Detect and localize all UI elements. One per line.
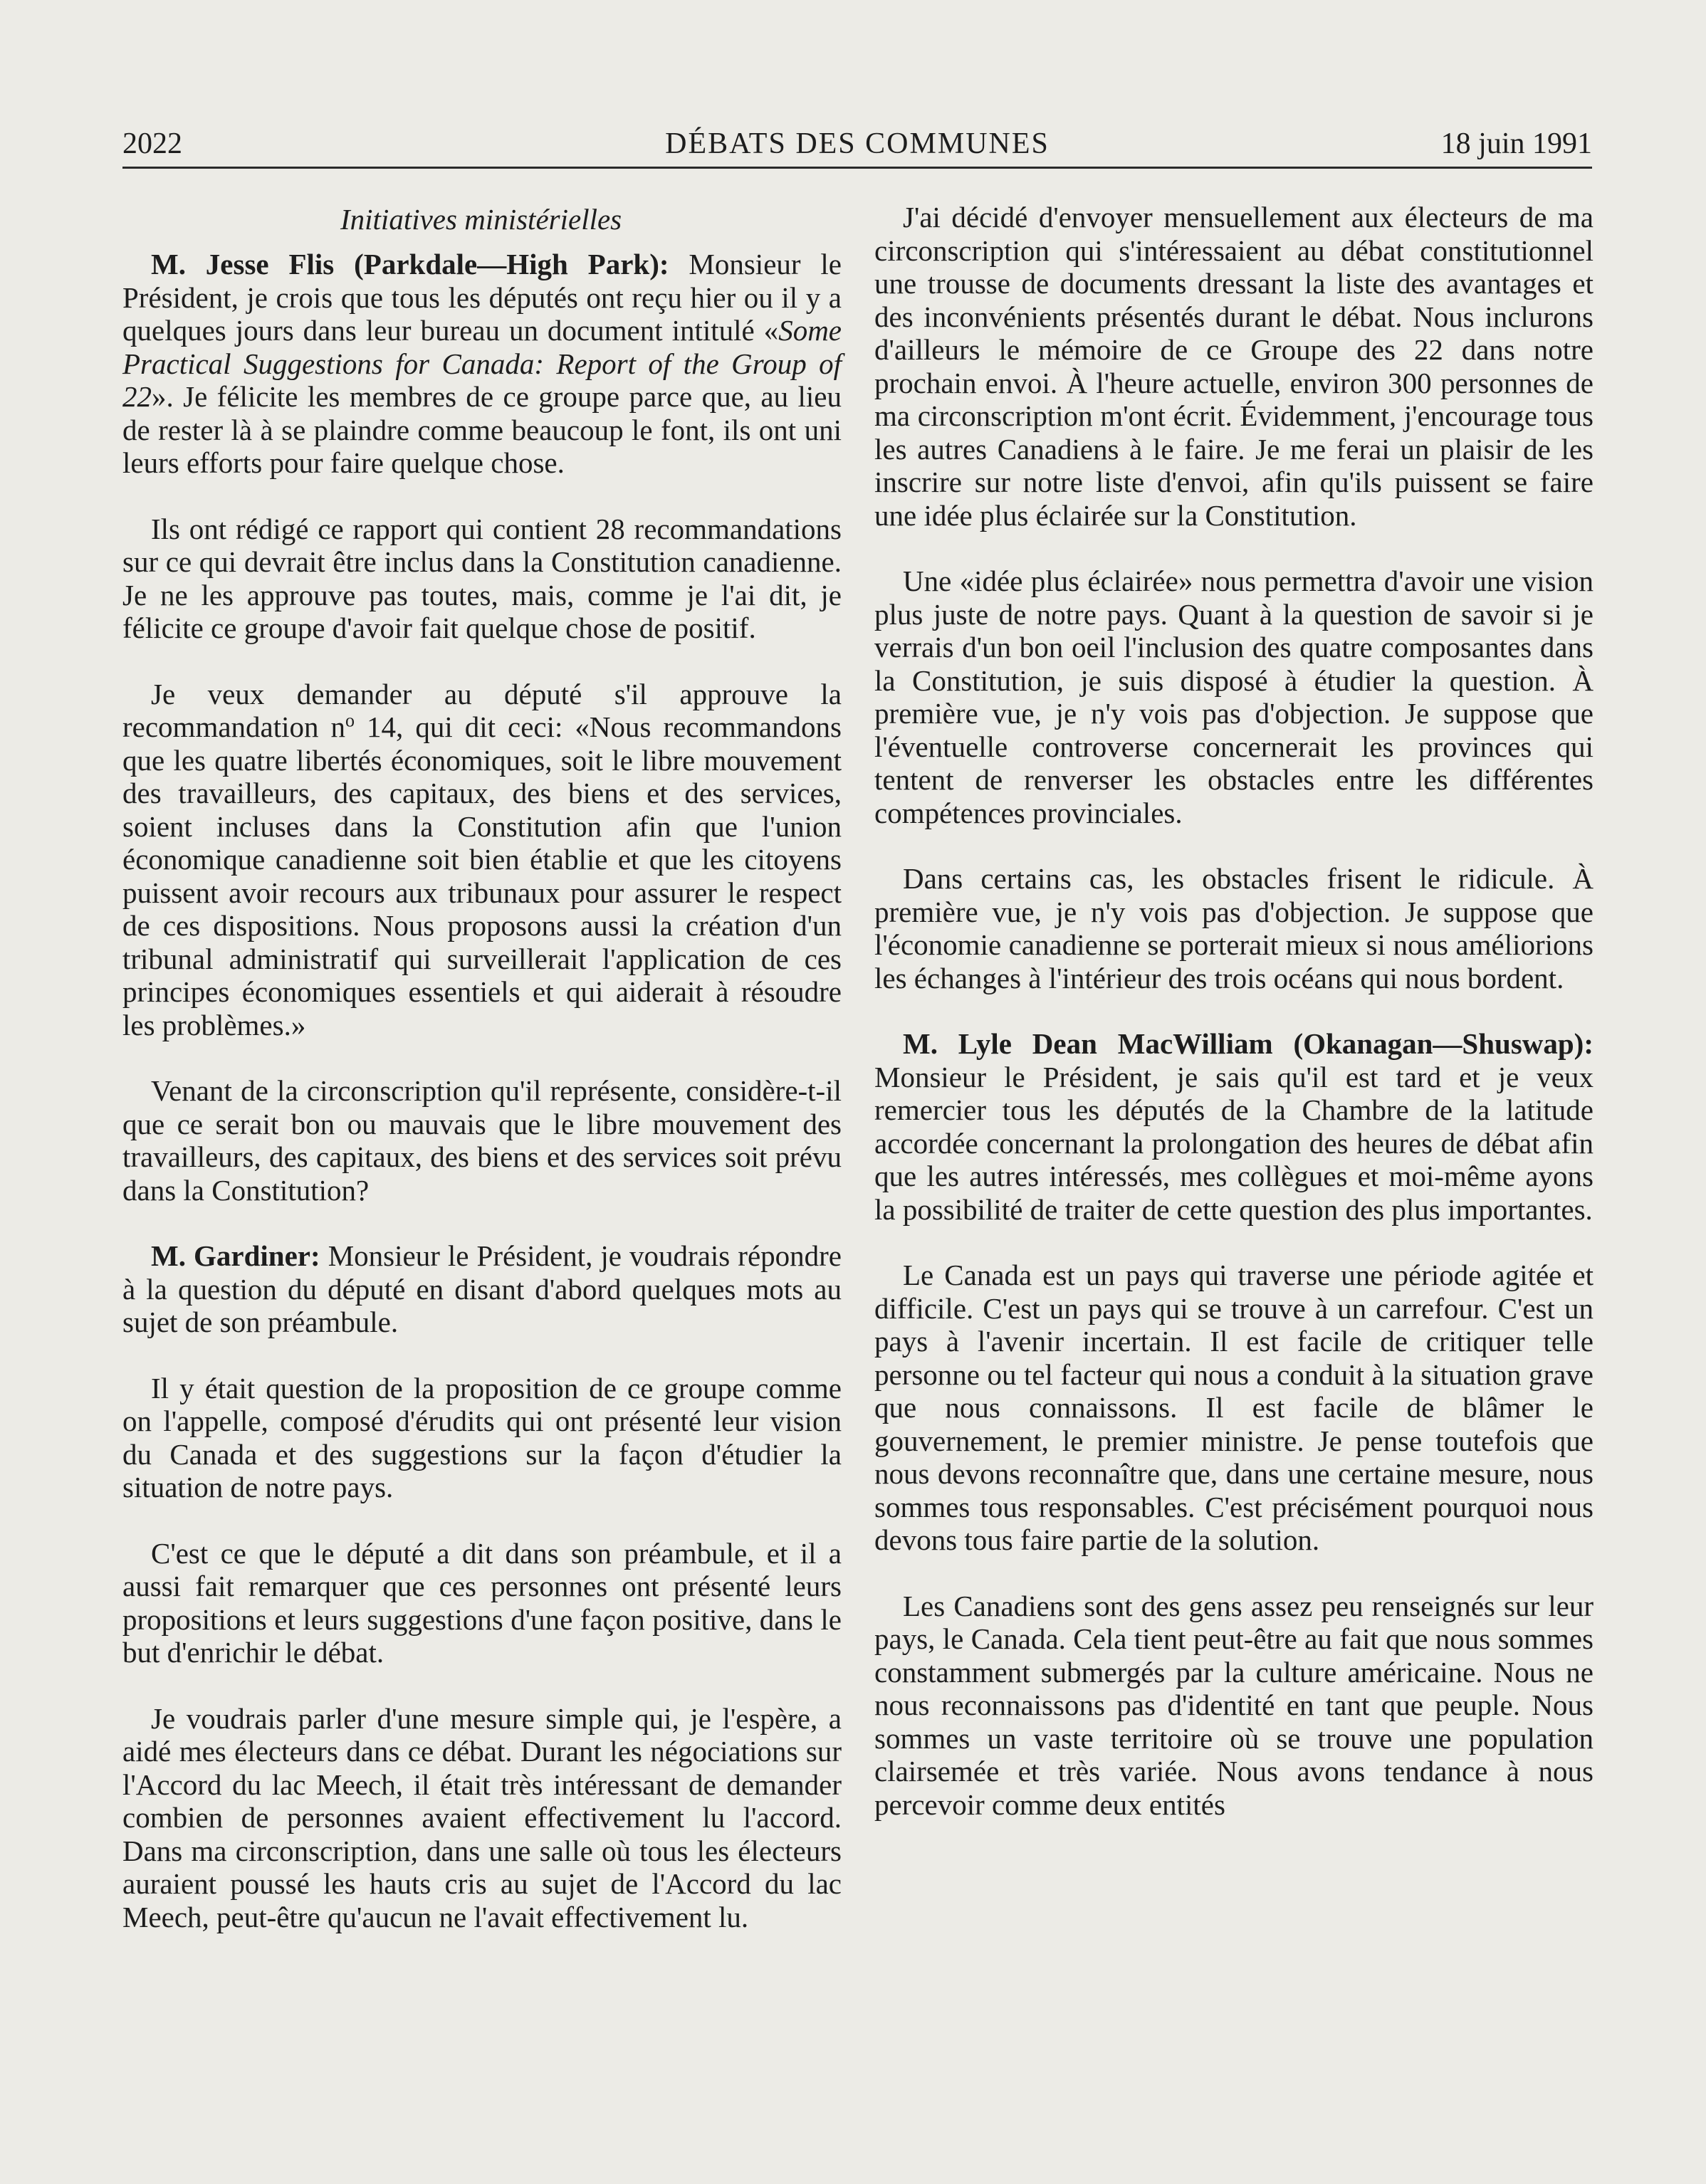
- report-title: Some Practical Suggestions for Canada: Report of the Group of 22: [122, 314, 842, 413]
- paragraph-preamble: C'est ce que le député a dit dans son préambule, et il a aussi fait remarquer que ces personnes ont présenté leurs propositions et leurs suggestions d'une façon positive, dans le but d'enrichir le débat.: [122, 1536, 842, 1669]
- paragraph-flis: [122, 248, 842, 480]
- paragraph-canada-crossroads: Le Canada est un pays qui traverse une période agitée et difficile. C'est un pays qui se trouve à un carrefour. C'est un pays à l'avenir incertain. Il est facile de critiquer telle personne ou tel facteur qui nous a conduit à la situation grave que nous connaissons. Il est facile de blâmer le gouvernement, le premier ministre. Je pense toutefois que nous devons reconnaître que, dans une certaine mesure, nous sommes tous responsables. C'est précisément pourquoi nous devons tous faire partie de la solution.: [874, 1259, 1594, 1556]
- paragraph-text: Je veux demander au député s'il approuve la recommandation n: [122, 677, 842, 743]
- paragraph-gardiner: [122, 1239, 842, 1339]
- speaker-name: M. Lyle Dean MacWilliam (Okanagan—Shuswap):: [903, 1027, 1594, 1060]
- paragraph-text: 14, qui dit ceci: «Nous recommandons que les quatre libertés économiques, soit le libre mouvement des travailleurs, des capitaux, des biens et des services, soient incluses dans la Constitution afin que l'union économique canadienne soit bien établie et que les citoyens puissent avoir recours aux tribunaux pour assurer le respect de ces dispositions. Nous proposons aussi la création d'un tribunal administratif qui surveillerait l'application de ces principes économiques essentiels et qui aiderait à résoudre les problèmes.»: [122, 710, 842, 1041]
- paragraph-macwilliam: [874, 1027, 1594, 1226]
- paragraph-mailing: J'ai décidé d'envoyer mensuellement aux électeurs de ma circonscription qui s'intéressaient au débat constitutionnel une trousse de documents dressant la liste des avantages et des inconvénients présentés durant le débat. Nous inclurons d'ailleurs le mémoire de ce Groupe des 22 dans notre prochain envoi. À l'heure actuelle, environ 300 personnes de ma circonscription m'ont écrit. Évidemment, j'encourage tous les autres Canadiens à le faire. Je me ferai un plaisir de les inscrire sur notre liste d'envoi, afin qu'ils puissent se faire une idée plus éclairée sur la Constitution.: [874, 201, 1594, 532]
- journal-title: DÉBATS DES COMMUNES: [665, 127, 1050, 160]
- paragraph-text: Monsieur le Président, je sais qu'il est tard et je veux remercier tous les députés de la Chambre de la latitude accordée concernant la prolongation des heures de débat afin que les autres intéressés, mes collègues et moi-même ayons la possibilité de traiter de cette question des plus importantes.: [874, 1060, 1594, 1226]
- running-head: [122, 122, 1592, 165]
- page-number: 2022: [122, 127, 182, 160]
- paragraph-text: ». Je félicite les membres de ce groupe parce que, au lieu de rester là à se plaindre comme beaucoup le font, ils ont uni leurs efforts pour faire quelque chose.: [122, 380, 842, 479]
- superscript: o: [345, 710, 355, 731]
- paragraph-question: Venant de la circonscription qu'il représente, considère-t-il que ce serait bon ou mauvais que le libre mouvement des travailleurs, des capitaux, des biens et des services soit prévu dans la Constitution?: [122, 1074, 842, 1207]
- issue-date: 18 juin 1991: [1440, 127, 1592, 160]
- paragraph-recommendation-14: [122, 678, 842, 1042]
- paragraph-informed-idea: Une «idée plus éclairée» nous permettra d'avoir une vision plus juste de notre pays. Quant à la question de savoir si je verrais d'un bon oeil l'inclusion des quatre composantes dans la Constitution, je suis disposé à étudier la question. À première vue, je n'y vois pas d'objection. Je suppose que l'éventuelle controverse concernerait les provinces qui tentent de renverser les obstacles entre les différentes compétences provinciales.: [874, 565, 1594, 829]
- paragraph-group-proposal: Il y était question de la proposition de ce groupe comme on l'appelle, composé d'érudits qui ont présenté leur vision du Canada et des suggestions sur la façon d'étudier la situation de notre pays.: [122, 1371, 842, 1503]
- paragraph-text: Monsieur le Président, je voudrais répondre à la question du député en disant d'abord quelques mots au sujet de son préambule.: [122, 1239, 842, 1338]
- speaker-name: M. Gardiner:: [151, 1239, 320, 1272]
- left-column: [122, 201, 842, 1966]
- paragraph-recommendations: Ils ont rédigé ce rapport qui contient 28 recommandations sur ce qui devrait être inclus dans la Constitution canadienne. Je ne les approuve pas toutes, mais, comme je l'ai dit, je félicite ce groupe d'avoir fait quelque chose de positif.: [122, 512, 842, 644]
- right-column: [874, 201, 1594, 1854]
- paragraph-canadians: Les Canadiens sont des gens assez peu renseignés sur leur pays, le Canada. Cela tient peut-être au fait que nous sommes constamment submergés par la culture américaine. Nous ne nous reconnaissons pas d'identité en tant que peuple. Nous sommes un vaste territoire où se trouve une population clairsemée et très variée. Nous avons tendance à nous percevoir comme deux entités: [874, 1589, 1594, 1821]
- paragraph-meech: Je voudrais parler d'une mesure simple qui, je l'espère, a aidé mes électeurs dans ce débat. Durant les négociations sur l'Accord du lac Meech, il était très intéressant de demander combien de personnes avaient effectivement lu l'accord. Dans ma circonscription, dans une salle où tous les électeurs auraient poussé les hauts cris au sujet de l'Accord du lac Meech, peut-être qu'aucun ne l'avait effectivement lu.: [122, 1701, 842, 1933]
- paragraph-text: Monsieur le Président, je crois que tous les députés ont reçu hier ou il y a quelques jours dans leur bureau un document intitulé «: [122, 248, 842, 347]
- paragraph-obstacles: Dans certains cas, les obstacles frisent le ridicule. À première vue, je n'y vois pas d'objection. Je suppose que l'économie canadienne se porterait mieux si nous améliorions les échanges à l'intérieur des trois océans qui nous bordent.: [874, 862, 1594, 994]
- header-rule: [122, 167, 1592, 169]
- section-heading: Initiatives ministérielles: [340, 203, 622, 236]
- speaker-name: M. Jesse Flis (Parkdale—High Park):: [151, 248, 669, 280]
